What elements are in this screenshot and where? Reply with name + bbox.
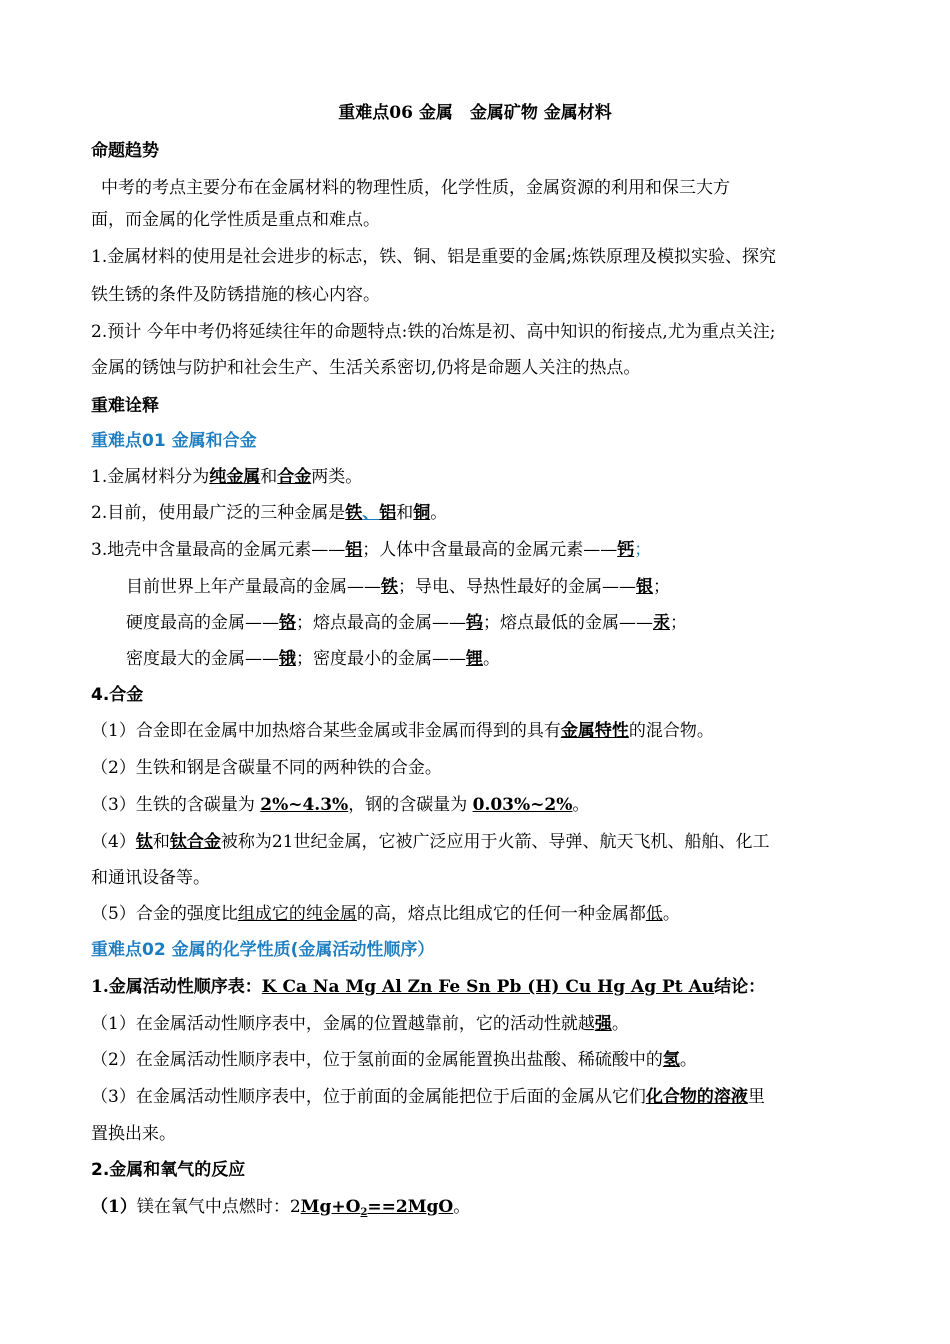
trend-point-1-line-1: 1.金属材料的使用是社会进步的标志，铁、铜、铝是重要的金属;炼铁原理及模拟实验、探究: [91, 247, 776, 267]
s1-line-5: 硬度最高的金属——铬；熔点最高的金属——钨；熔点最低的金属——汞；: [126, 613, 687, 633]
s1-line-3: 3.地壳中含量最高的金属元素——铝；人体中含量最高的金属元素——钙；: [91, 540, 652, 560]
explain-heading: 重难诠释: [91, 396, 159, 416]
answer-pure-metal: 纯金属: [209, 467, 261, 487]
s1-line-1: 1.金属材料分为纯金属和合金两类。: [91, 467, 363, 487]
trend-point-2-line-2: 金属的锈蚀与防护和社会生产、生活关系密切,仍将是命题人关注的热点。: [91, 358, 641, 378]
alloy-heading: 4.合金: [91, 685, 144, 705]
page-title: 重难点06 金属 金属矿物 金属材料: [338, 103, 612, 123]
alloy-point-2: （2）生铁和钢是含碳量不同的两种铁的合金。: [91, 758, 442, 778]
trend-intro-line-1: 中考的考点主要分布在金属材料的物理性质，化学性质，金属资源的利用和保三大方: [101, 178, 730, 198]
section-2-heading: 重难点02 金属的化学性质(金属活动性顺序）: [91, 940, 435, 960]
activity-series: K Ca Na Mg Al Zn Fe Sn Pb (H) Cu Hg Ag Pt Au: [261, 977, 715, 997]
alloy-point-5: （5）合金的强度比组成它的纯金属的高，熔点比组成它的任何一种金属都低。: [91, 904, 680, 924]
answer-alloy: 合金: [277, 467, 312, 487]
oxygen-heading: 2.金属和氧气的反应: [91, 1160, 246, 1180]
oxygen-reaction-1: （1）镁在氧气中点燃时：$2Mg+O_2==2MgO$。: [91, 1197, 471, 1218]
s1-line-4: 目前世界上年产量最高的金属——铁；导电、导热性最好的金属——银；: [126, 577, 670, 597]
section-1-heading: 重难点01 金属和合金: [91, 431, 257, 451]
alloy-point-3: （3）生铁的含碳量为 2%~4.3%，钢的含碳量为 0.03%~2%。: [91, 795, 590, 815]
trend-heading: 命题趋势: [91, 141, 159, 161]
trend-point-1-line-2: 铁生锈的条件及防锈措施的核心内容。: [91, 285, 380, 305]
trend-point-2-line-1: 2.预计 今年中考仍将延续往年的命题特点:铁的冶炼是初、高中知识的衔接点,尤为重点关注;: [91, 322, 776, 342]
s1-line-6: 密度最大的金属——锇；密度最小的金属——锂。: [126, 649, 500, 669]
activity-series-line: 1.金属活动性顺序表：K Ca Na Mg Al Zn Fe Sn Pb (H) Cu Hg Ag Pt Au结论：: [91, 977, 766, 997]
conclusion-2: （2）在金属活动性顺序表中，位于氢前面的金属能置换出盐酸、稀硫酸中的氢。: [91, 1050, 697, 1070]
trend-intro-line-2: 面，而金属的化学性质是重点和难点。: [91, 210, 380, 230]
conclusion-1: （1）在金属活动性顺序表中，金属的位置越靠前，它的活动性就越强。: [91, 1014, 629, 1034]
alloy-point-1: （1）合金即在金属中加热熔合某些金属或非金属而得到的具有金属特性的混合物。: [91, 721, 714, 741]
s1-line-2: 2.目前，使用最广泛的三种金属是铁、铝和铜。: [91, 503, 448, 523]
conclusion-3-line-2: 置换出来。: [91, 1124, 176, 1144]
alloy-point-4-line-2: 和通讯设备等。: [91, 868, 210, 888]
alloy-point-4-line-1: （4）钛和钛合金被称为21世纪金属，它被广泛应用于火箭、导弹、航天飞机、船舶、化工: [91, 832, 770, 852]
conclusion-3-line-1: （3）在金属活动性顺序表中，位于前面的金属能把位于后面的金属从它们化合物的溶液里: [91, 1087, 765, 1107]
